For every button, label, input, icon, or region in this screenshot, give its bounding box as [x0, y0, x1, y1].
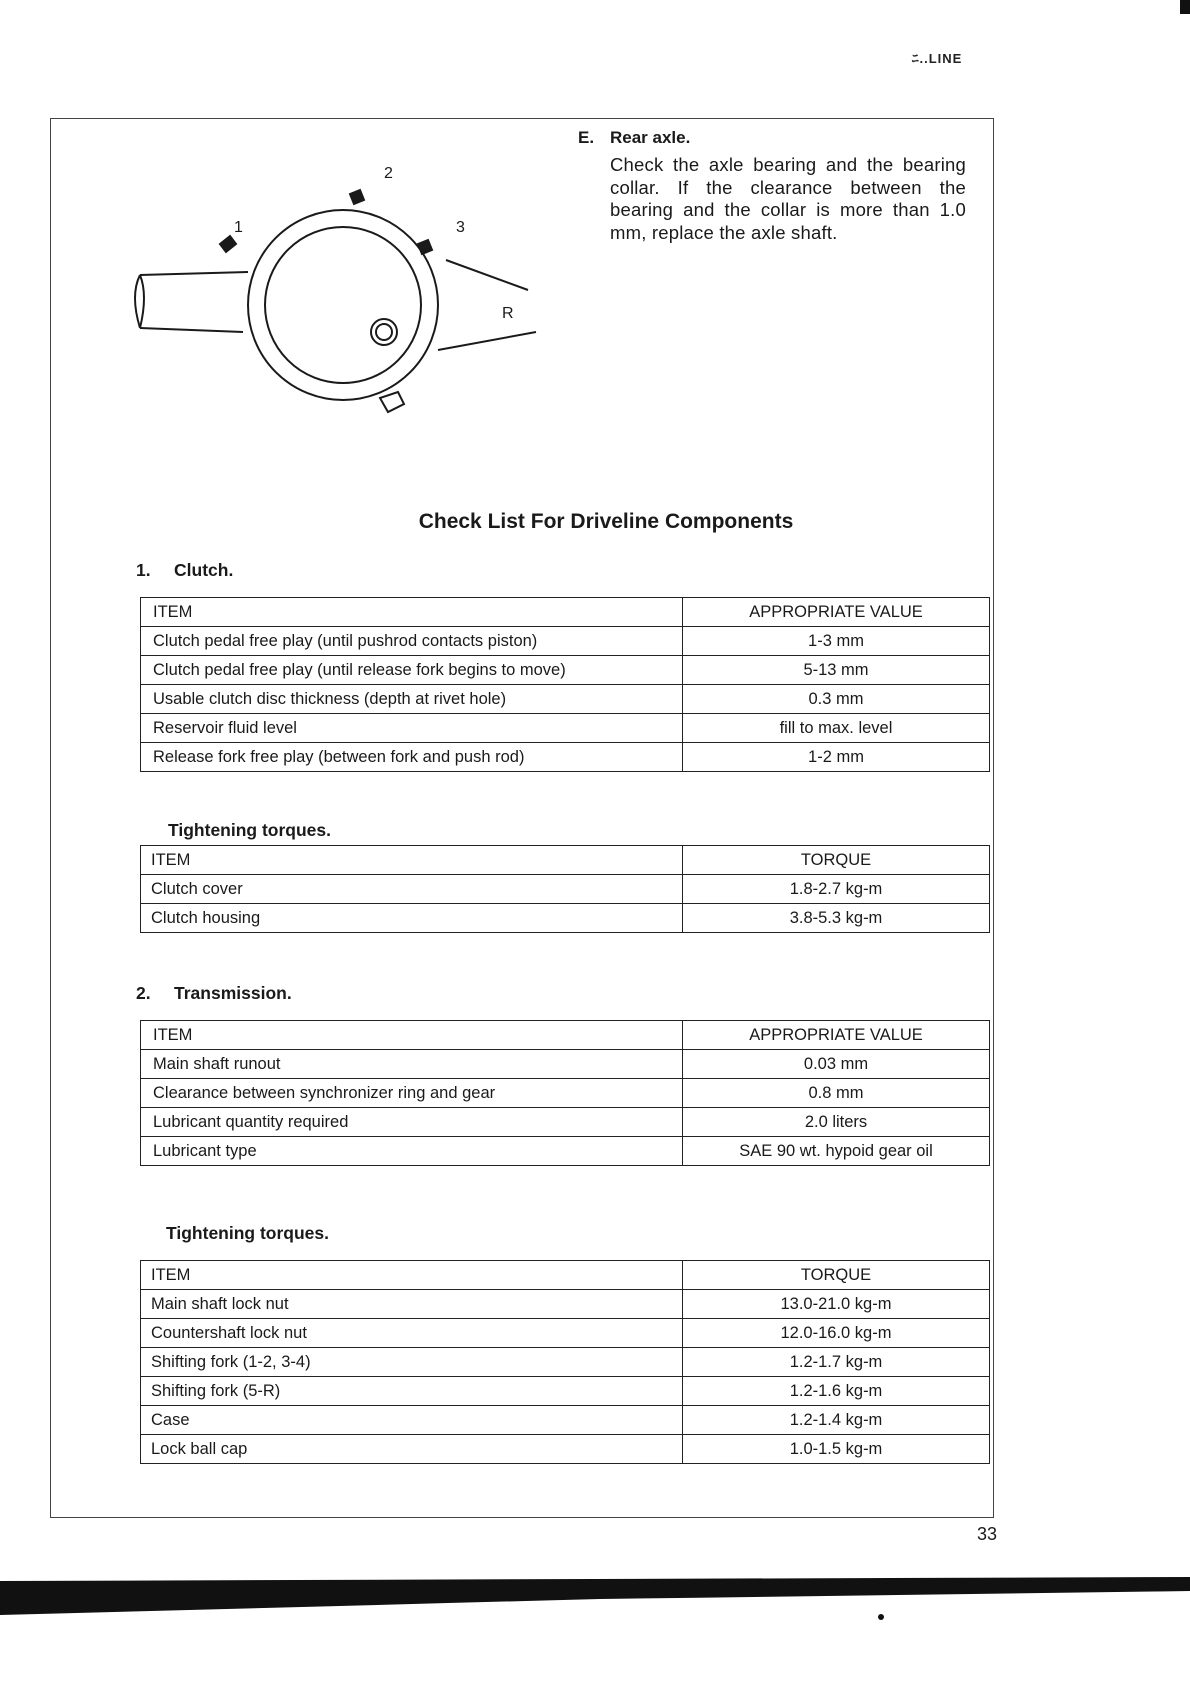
value-cell: 0.8 mm — [683, 1079, 990, 1108]
axle-tube-left — [135, 275, 140, 328]
item-cell: Shifting fork (5-R) — [141, 1377, 683, 1406]
header-value: TORQUE — [683, 1261, 990, 1290]
transmission-torques-heading: Tightening torques. — [166, 1223, 330, 1243]
value-cell: 5-13 mm — [683, 656, 990, 685]
clutch-spec-table — [140, 597, 990, 772]
diagram-label-3: 3 — [456, 219, 465, 236]
clutch-number: 1. — [136, 560, 151, 580]
table-row — [141, 685, 990, 714]
item-cell: Release fork free play (between fork and push rod) — [141, 743, 683, 772]
axle-housing-outer — [248, 210, 438, 400]
diagram-label-r: R — [502, 305, 514, 322]
value-cell: 12.0-16.0 kg-m — [683, 1319, 990, 1348]
table-row — [141, 1137, 990, 1166]
diagram-label-2: 2 — [384, 165, 393, 182]
diagram-label-1: 1 — [234, 219, 243, 236]
clutch-title: Clutch. — [174, 560, 234, 580]
table-header-row — [141, 846, 990, 875]
item-cell: Shifting fork (1-2, 3-4) — [141, 1348, 683, 1377]
item-cell: Case — [141, 1406, 683, 1435]
value-cell: fill to max. level — [683, 714, 990, 743]
table-row — [141, 656, 990, 685]
item-cell: Main shaft lock nut — [141, 1290, 683, 1319]
value-cell: 0.3 mm — [683, 685, 990, 714]
item-cell: Lubricant type — [141, 1137, 683, 1166]
section-e-title: Rear axle. — [610, 128, 691, 147]
header-value: TORQUE — [683, 846, 990, 875]
item-cell: Reservoir fluid level — [141, 714, 683, 743]
item-cell: Lock ball cap — [141, 1435, 683, 1464]
header-value: APPROPRIATE VALUE — [683, 598, 990, 627]
item-cell: Countershaft lock nut — [141, 1319, 683, 1348]
item-cell: Lubricant quantity required — [141, 1108, 683, 1137]
item-cell: Clutch pedal free play (until pushrod contacts piston) — [141, 627, 683, 656]
transmission-title: Transmission. — [174, 983, 292, 1003]
scan-edge-band — [0, 1577, 1190, 1615]
table-row — [141, 1435, 990, 1464]
table-header-row — [141, 1261, 990, 1290]
value-cell: 1.2-1.6 kg-m — [683, 1377, 990, 1406]
value-cell: 0.03 mm — [683, 1050, 990, 1079]
table-row — [141, 904, 990, 933]
table-row — [141, 1348, 990, 1377]
table-row — [141, 1290, 990, 1319]
header-item: ITEM — [141, 1261, 683, 1290]
item-cell: Clutch housing — [141, 904, 683, 933]
value-cell: 13.0-21.0 kg-m — [683, 1290, 990, 1319]
clutch-torques-heading: Tightening torques. — [168, 820, 332, 840]
value-cell: 1.2-1.4 kg-m — [683, 1406, 990, 1435]
value-cell: 1.0-1.5 kg-m — [683, 1435, 990, 1464]
value-cell: 1-3 mm — [683, 627, 990, 656]
value-cell: 1.8-2.7 kg-m — [683, 875, 990, 904]
value-cell: 1.2-1.7 kg-m — [683, 1348, 990, 1377]
item-cell: Clutch pedal free play (until release fork begins to move) — [141, 656, 683, 685]
transmission-heading — [136, 983, 292, 1004]
page-number: 33 — [977, 1524, 998, 1544]
header-item: ITEM — [141, 598, 683, 627]
item-cell: Clutch cover — [141, 875, 683, 904]
table-row — [141, 627, 990, 656]
value-cell: 1-2 mm — [683, 743, 990, 772]
table-row — [141, 1377, 990, 1406]
transmission-number: 2. — [136, 983, 151, 1003]
axle-housing-inner — [265, 227, 421, 383]
section-e-body: Check the axle bearing and the bearing collar. If the clearance between the bearing and the collar is more than 1.0 mm, replace the axle shaft. — [610, 154, 966, 243]
table-row — [141, 1108, 990, 1137]
table-row — [141, 1406, 990, 1435]
section-e-heading — [578, 128, 690, 148]
header-item: ITEM — [141, 846, 683, 875]
scan-corner-mark — [1180, 0, 1190, 14]
table-row — [141, 875, 990, 904]
drain-plug — [371, 319, 397, 345]
running-header: ﾆ..LINE — [912, 51, 963, 66]
section-e-number: E. — [578, 128, 595, 147]
table-header-row — [141, 598, 990, 627]
transmission-torque-table — [140, 1260, 990, 1464]
page-title: Check List For Driveline Components — [418, 510, 794, 533]
table-row — [141, 714, 990, 743]
item-cell: Main shaft runout — [141, 1050, 683, 1079]
measure-point-3 — [418, 240, 432, 254]
value-cell: 2.0 liters — [683, 1108, 990, 1137]
table-row — [141, 743, 990, 772]
measure-point-2 — [350, 190, 364, 204]
table-row — [141, 1079, 990, 1108]
rear-axle-diagram — [128, 160, 548, 460]
value-cell: 3.8-5.3 kg-m — [683, 904, 990, 933]
header-item: ITEM — [141, 1021, 683, 1050]
value-cell: SAE 90 wt. hypoid gear oil — [683, 1137, 990, 1166]
table-header-row — [141, 1021, 990, 1050]
item-cell: Usable clutch disc thickness (depth at rivet hole) — [141, 685, 683, 714]
clutch-heading — [136, 560, 233, 581]
scan-speck — [878, 1614, 884, 1620]
clutch-torque-table — [140, 845, 990, 933]
measure-point-1 — [220, 236, 236, 252]
header-value: APPROPRIATE VALUE — [683, 1021, 990, 1050]
transmission-spec-table — [140, 1020, 990, 1166]
table-row — [141, 1050, 990, 1079]
item-cell: Clearance between synchronizer ring and gear — [141, 1079, 683, 1108]
table-row — [141, 1319, 990, 1348]
